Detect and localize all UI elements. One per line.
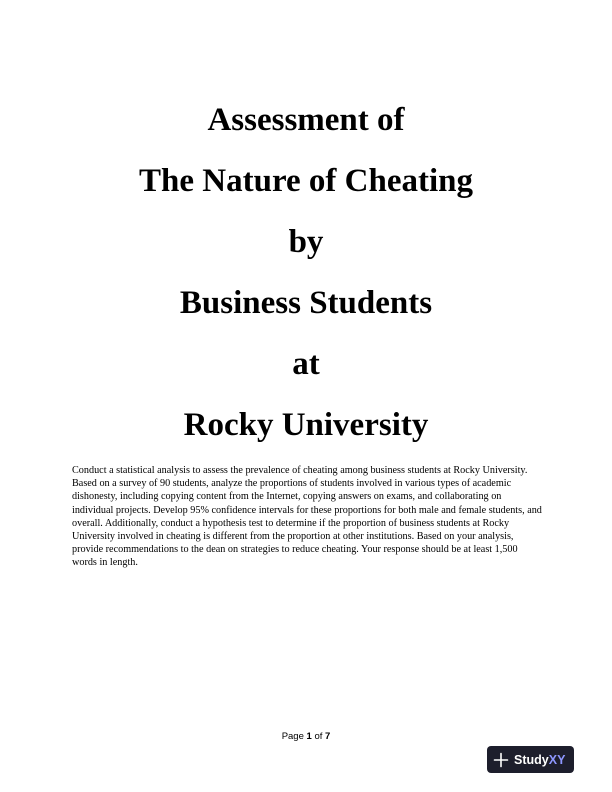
title-line-6: Rocky University: [183, 407, 429, 443]
brand-name-main: Study: [514, 752, 549, 767]
title-line-5: at: [292, 346, 320, 382]
title-line-3: by: [288, 224, 324, 260]
brand-name-accent: XY: [548, 752, 566, 767]
assignment-paragraph: Conduct a statistical analysis to assess the prevalence of cheating among business students at Rocky University. Based on a survey of 90 students, analyze the proportions of students involved in various types of academic dishonesty, including copying content from the Internet, copying answers on exams, and collaborating on individual projects. Develop 95% confidence intervals for these proportions for both male and female students, and overall. Additionally, conduct a hypothesis test to determine if the proportion of business students at Rocky University involved in cheating is different from the proportion at other institutions. Based on your analysis, provide recommendations to the dean on strategies to reduce cheating. Your response should be at least 1,500 words in length.: [72, 465, 542, 569]
studyxy-logo[interactable]: [487, 746, 574, 773]
page-prefix: Page: [281, 731, 307, 742]
title-line-4: Business Students: [179, 285, 433, 321]
plus-icon: [493, 752, 509, 768]
page-number: [0, 731, 612, 742]
total-pages: 7: [325, 731, 331, 742]
page-of-label: of: [311, 731, 326, 742]
current-page: 1: [306, 731, 312, 742]
title-line-1: Assessment of: [207, 102, 405, 138]
title-line-2: The Nature of Cheating: [139, 163, 473, 199]
brand-name: [514, 753, 565, 767]
document-title: [0, 97, 612, 463]
